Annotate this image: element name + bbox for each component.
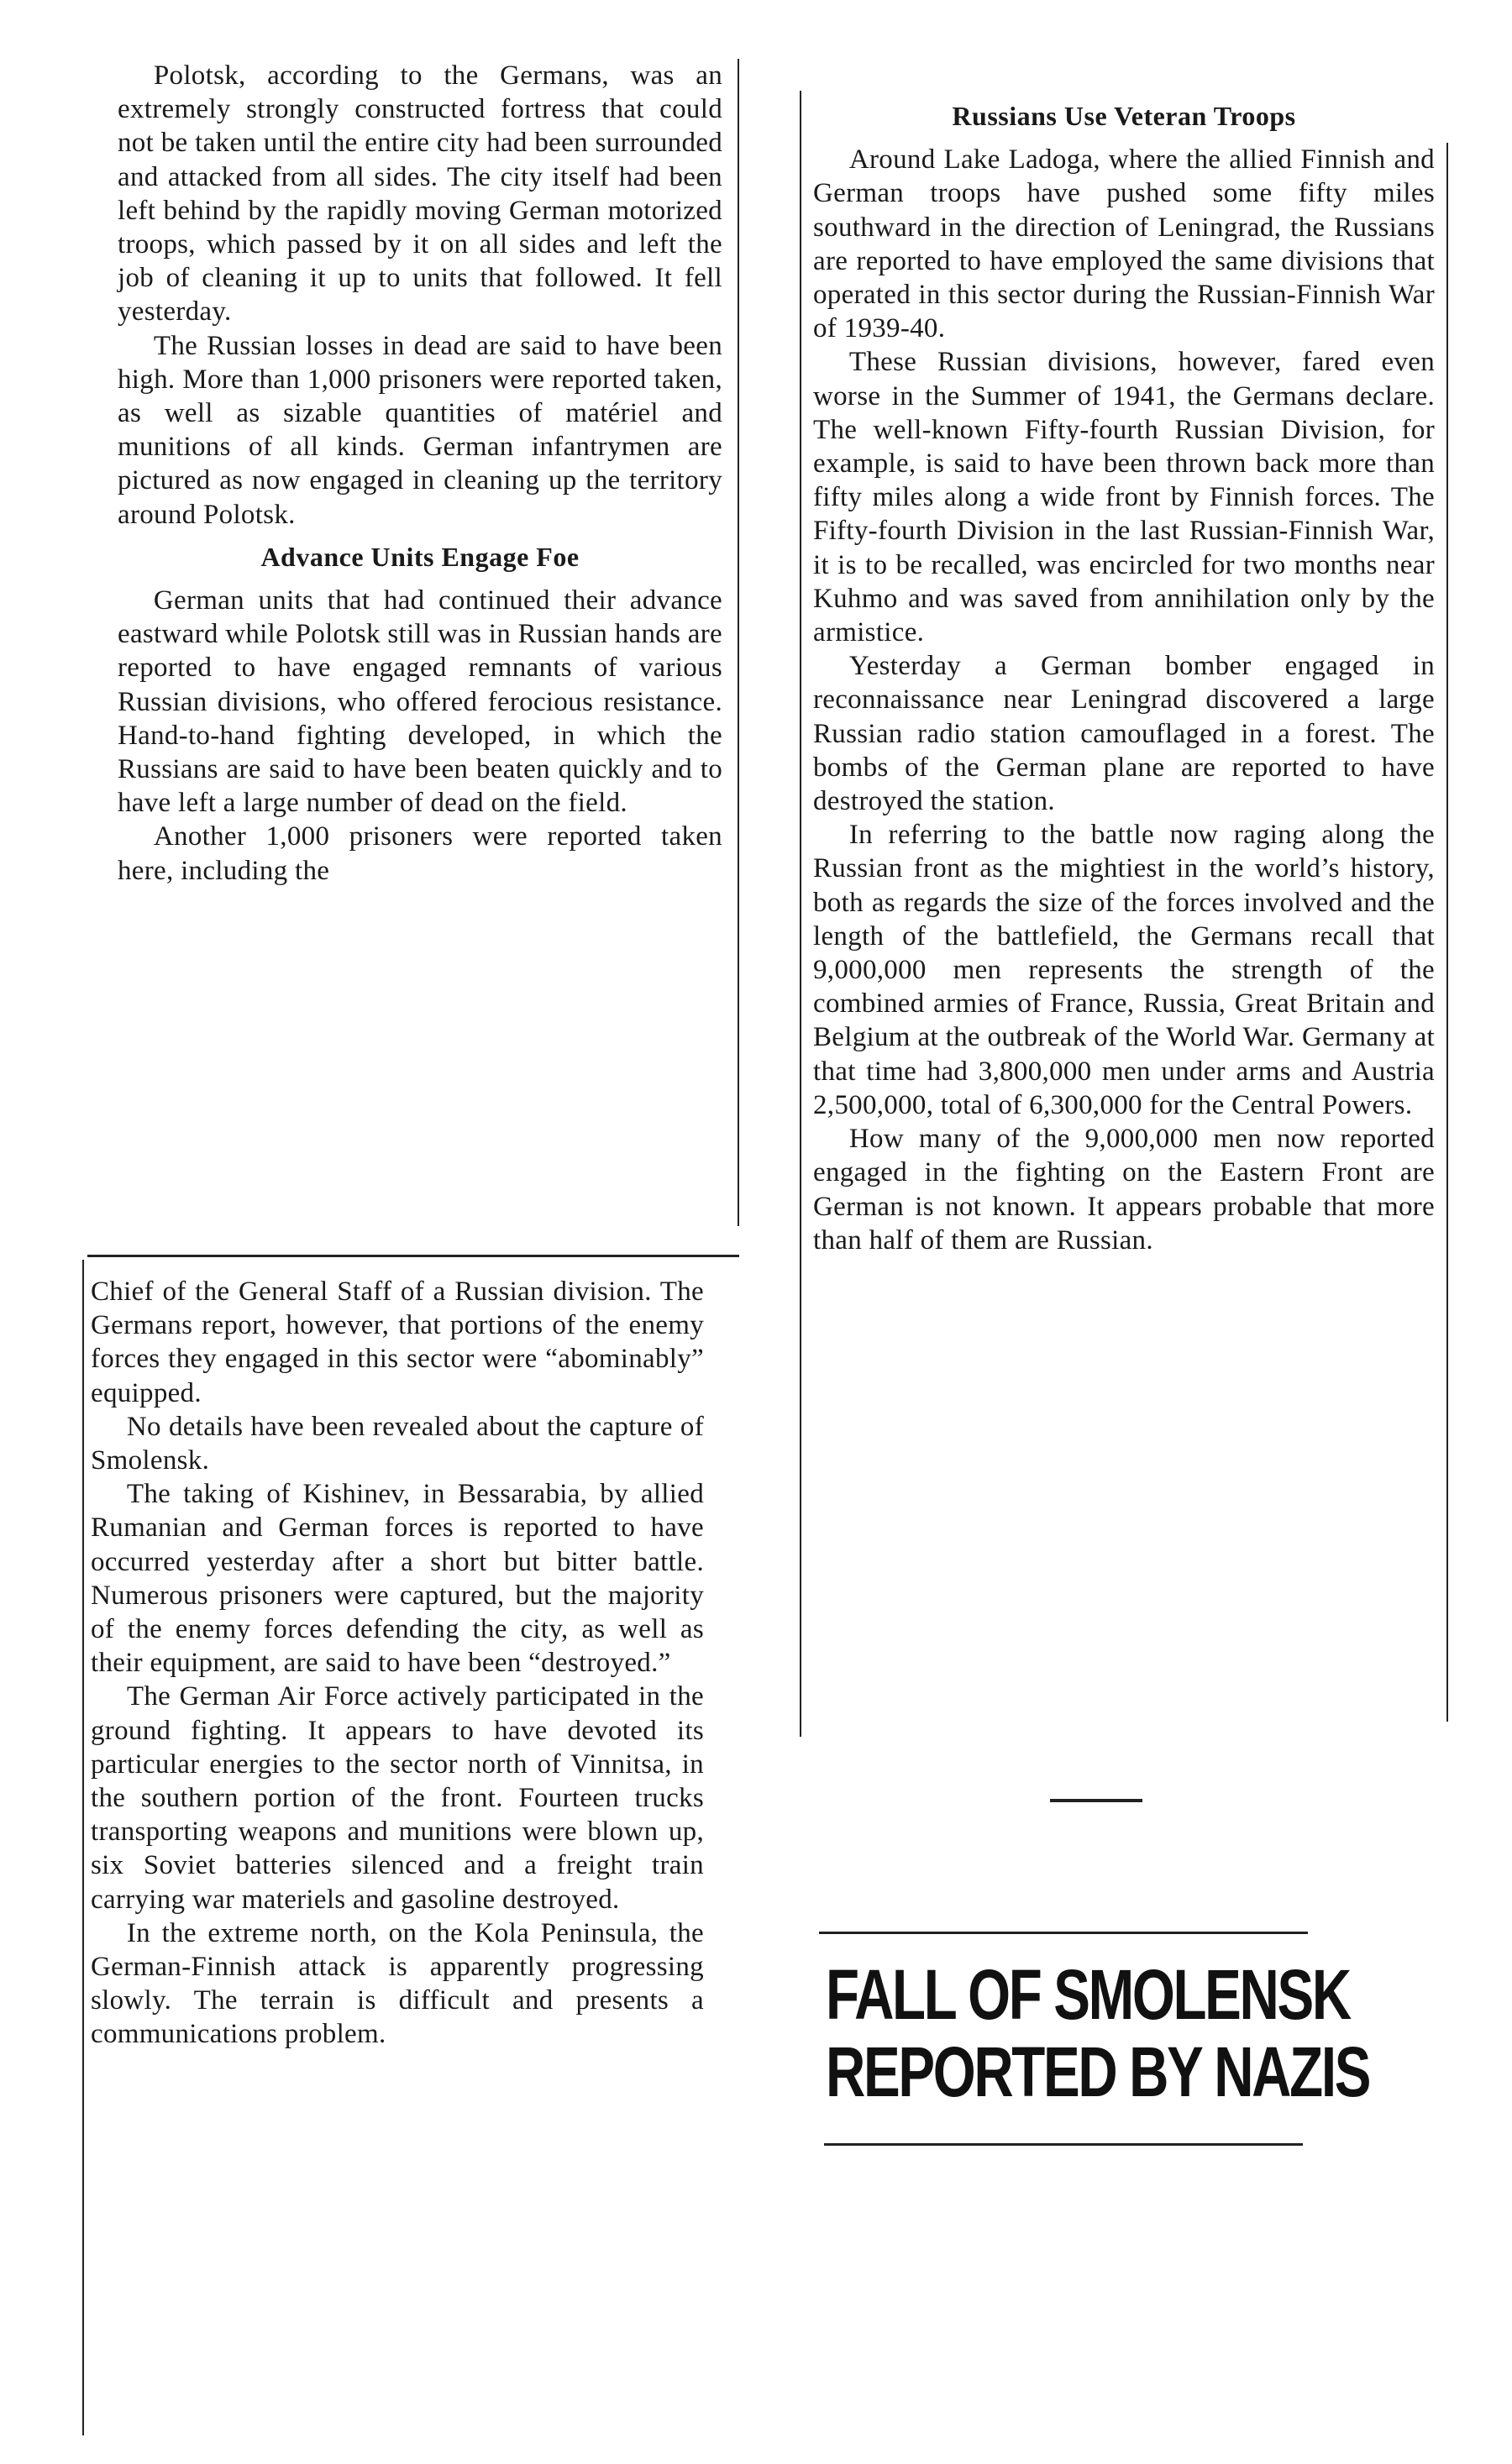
subheading: Russians Use Veteran Troops: [952, 101, 1296, 131]
column-rule: [800, 91, 801, 1737]
paragraph: In referring to the battle now raging along the Russian front as the mightiest in the world’s history, both as regards the size of the forces involved and the length of the battlefield, the Germans recall that 9,000,000 men represents the strength of the combined armies of France, Russia, Great Britain and Belgium at the outbreak of the World War. Germany at that time had 3,800,000 men under arms and Austria 2,500,000, total of 6,300,000 for the Central Powers.: [813, 820, 1435, 1120]
column-break-rule: [87, 1255, 739, 1257]
headline-line-2: REPORTED BY NAZIS: [826, 2032, 1370, 2111]
column-rule: [82, 1260, 84, 2435]
paragraph: No details have been revealed about the capture of Smolensk.: [91, 1411, 704, 1476]
column-rule: [738, 59, 739, 1226]
paragraph: The German Air Force actively participated in the ground fighting. It appears to have devoted its particular energies to the sector north of Vinnitsa, in the southern portion of the front. Fourteen trucks transporting weapons and munitions were blown up, six Soviet batteries silenced and a freight train carrying war materiels and gasoline destroyed.: [91, 1681, 704, 1915]
paragraph: Yesterday a German bomber engaged in reconnaissance near Leningrad discovered a large Russian radio station camouflaged in a forest. The bombs of the German plane are reported to have destroyed the station.: [813, 651, 1435, 817]
paragraph: The taking of Kishinev, in Bessarabia, by allied Rumanian and German forces is reported to have occurred yesterday after a short but bitter battle. Numerous prisoners were captured, but the majority of the enemy forces defending the city, as well as their equipment, are said to have been “destroyed.”: [91, 1479, 704, 1679]
headline-line-1: FALL OF SMOLENSK: [826, 1955, 1350, 2034]
paragraph: Around Lake Ladoga, where the allied Finnish and German troops have pushed some fifty miles southward in the direction of Leningrad, the Russians are reported to have employed the same divisions that operated in this sector during the Russian-Finnish War of 1939-40.: [813, 144, 1435, 344]
end-rule: [1050, 1799, 1142, 1802]
paragraph: Chief of the General Staff of a Russian division. The Germans report, however, that portions of the enemy forces they engaged in this sector were “abominably” equipped.: [91, 1277, 704, 1408]
article-column-1: [118, 59, 722, 888]
column-rule: [1446, 143, 1448, 1722]
paragraph: The Russian losses in dead are said to have been high. More than 1,000 prisoners were reported taken, as well as sizable quantities of matériel and munitions of all kinds. German infantrymen are pictured as now engaged in cleaning up the territory around Polotsk.: [118, 330, 722, 530]
headline-rule: [824, 2143, 1303, 2146]
paragraph: Polotsk, according to the Germans, was an extremely strongly constructed fortress that could not be taken until the entire city had been surrounded and attacked from all sides. The city itself had been left behind by the rapidly moving German motorized troops, which passed by it on all sides and left the job of cleaning it up to units that followed. It fell yesterday.: [118, 60, 722, 328]
article-column-3: [813, 91, 1435, 1257]
paragraph: German units that had continued their advance eastward while Polotsk still was in Russian hands are reported to have engaged remnants of various Russian divisions, who offered ferocious resistance. Hand-to-hand fighting developed, in which the Russians are said to have been beaten quickly and to have left a large number of dead on the field.: [118, 585, 722, 819]
paragraph: How many of the 9,000,000 men now reported engaged in the fighting on the Eastern Front are German is not known. It appears probable that more than half of them are Russian.: [813, 1124, 1435, 1256]
paragraph: These Russian divisions, however, fared even worse in the Summer of 1941, the Germans declare. The well-known Fifty-fourth Russian Division, for example, is said to have been thrown back more than fifty miles along a wide front by Finnish forces. The Fifty-fourth Division in the last Russian-Finnish War, it is to be recalled, was encircled for two months near Kuhmo and was saved from annihilation only by the armistice.: [813, 347, 1435, 648]
paragraph: Another 1,000 prisoners were reported taken here, including the: [118, 821, 722, 886]
paragraph: In the extreme north, on the Kola Peninsula, the German-Finnish attack is apparently progressing slowly. The terrain is difficult and presents a communications problem.: [91, 1917, 704, 2050]
article-column-2: [91, 1275, 704, 2052]
subheading: Advance Units Engage Foe: [260, 541, 580, 572]
headline-rule: [819, 1932, 1308, 1934]
